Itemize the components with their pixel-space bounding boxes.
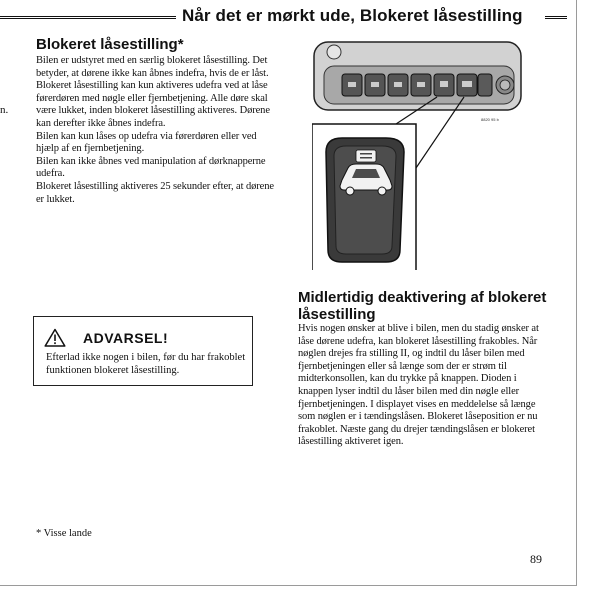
warning-header <box>44 328 168 347</box>
section-heading-blokeret: Blokeret låsestilling* <box>36 36 184 53</box>
paragraph: Bilen er udstyret med en særlig blokeret låsestilling. Det betyder, at dørene ikke kan åbnes indefra, hvis de er låst. Blokeret låsestilling kan kun aktiveres udefra ved at låse førerdøren med nøgle eller fjernbetjening. Alle døre skal være lukket, inden blokeret låsestilling aktiveres. Dørene kan derefter ikke åbnes indefra. <box>36 55 270 129</box>
figure-caption: 8820 95 b <box>481 117 499 122</box>
section-body-midlertidig: Hvis nogen ønsker at blive i bilen, men du stadig ønsker at låse dørene udefra, kan blokeret låsestilling frakobles. Når nøglen drejes fra stilling II, og indtil du låser bilen med fjernbetjeningen eller så længe som der er strøm til midterkonsollen, kan du trykke på knappen. Dioden i knappen lyser indtil du låser bilen med din nøgle eller fjernbetjeningen. I displayet vises en meddelelse så længe som nøglen er i tændingslåsen. Blokeret låseposition er nu frakoblet. Næste gang du drejer tændingslåsen er blokeret låsestilling aktiveret igen. <box>298 323 539 448</box>
page-number: 89 <box>530 552 542 566</box>
section-body-blokeret <box>36 55 281 206</box>
footnote: * Visse lande <box>36 528 92 539</box>
warning-title: ADVARSEL! <box>83 329 169 346</box>
section-heading-midlertidig: Midlertidig deaktivering af blokeret låsestilling <box>298 289 547 323</box>
warning-box <box>33 316 253 386</box>
header-rule-right <box>545 16 567 19</box>
margin-mark: n. <box>0 104 9 116</box>
paragraph: Blokeret låsestilling aktiveres 25 sekunder efter, at dørene er lukket. <box>36 180 274 205</box>
page-right-border <box>576 0 577 585</box>
paragraph: Bilen kan kun låses op udefra via førerdøren eller ved hjælp af en fjernbetjening. <box>36 130 257 155</box>
warning-text: Efterlad ikke nogen i bilen, før du har frakoblet funktionen blokeret låsestilling. <box>46 352 246 376</box>
paragraph: Bilen kan ikke åbnes ved manipulation af dørknapperne udefra. <box>36 155 266 180</box>
warning-triangle-icon <box>44 328 66 347</box>
console-button-illustration <box>312 40 527 270</box>
page-bottom-border <box>0 585 577 586</box>
page-header-title: Når det er mørkt ude, Blokeret låsestilling <box>182 6 523 25</box>
header-rule-left <box>0 16 176 19</box>
